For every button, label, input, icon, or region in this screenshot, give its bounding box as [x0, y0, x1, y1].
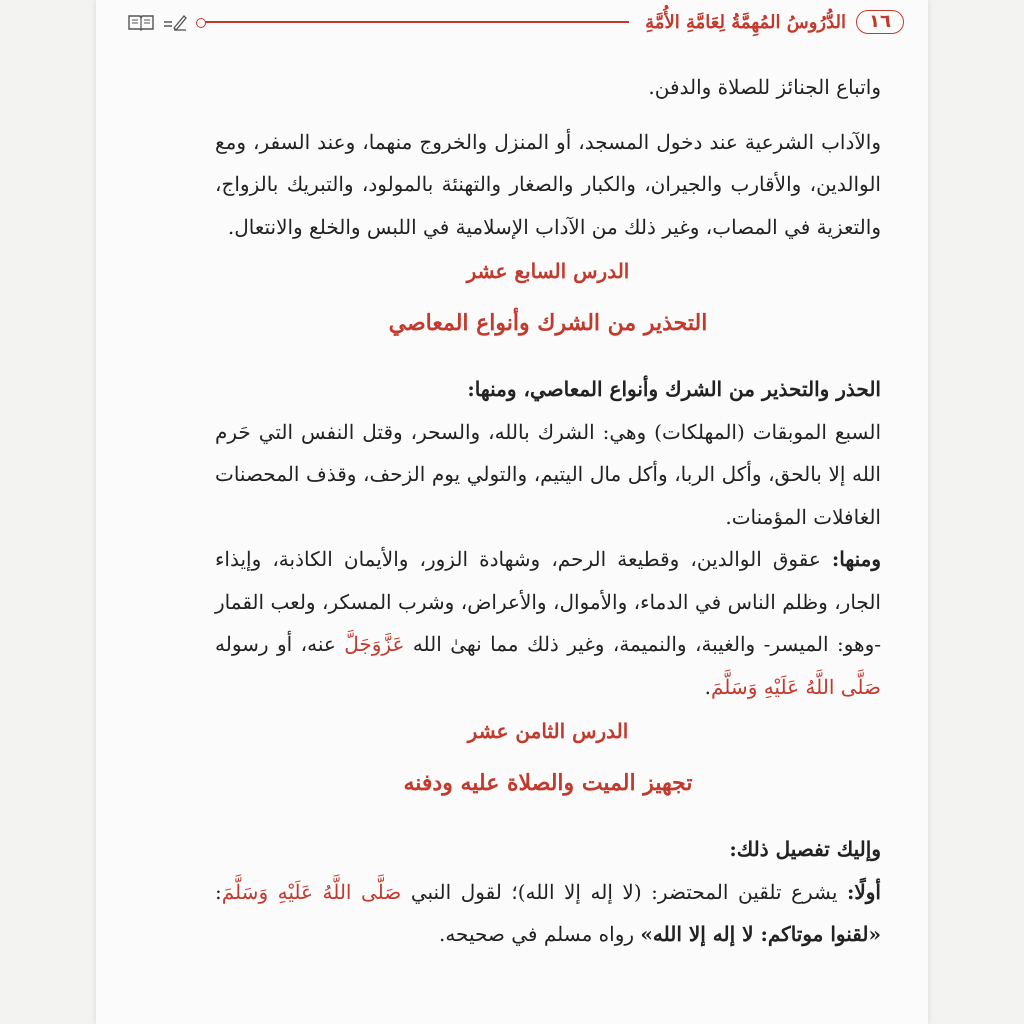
lesson-18-heading: الدرس الثامن عشر: [467, 719, 629, 743]
paragraph-warning-intro: الحذر والتحذير من الشرك وأنواع المعاصي، ومنها:: [467, 377, 881, 401]
paragraph-etiquette: والآداب الشرعية عند دخول المسجد، أو المنزل والخروج منهما، وعند السفر، ومع الوالدين، والأقارب والجيران، والكبار والصغار والتهنئة بالمولود، والتبريك بالزواج، والتعزية في المصاب، وغير ذلك من الآداب الإسلامية في اللبس والخلع والانتعال.: [215, 129, 881, 239]
page-number: ١٦: [856, 10, 904, 34]
hadith-quote: «لقنوا موتاكم: لا إله إلا الله»: [640, 922, 881, 946]
paragraph-other-sins: ومنها: عقوق الوالدين، وقطيعة الرحم، وشهادة الزور، والأيمان الكاذبة، وإيذاء الجار، وظلم الناس في الدماء، والأموال، والأعراض، وشرب المسكر، ولعب القمار -وهو: الميسر- والغيبة، والنميمة، وغير ذلك مما نهىٰ الله عَزَّوَجَلَّ عنه، أو رسوله صَلَّى اللَّهُ عَلَيْهِ وَسَلَّمَ.: [215, 547, 881, 699]
lesson-17-title: التحذير من الشرك وأنواع المعاصي: [388, 310, 708, 336]
lead-word: ومنها:: [831, 547, 881, 571]
honorific-salla: صَلَّى اللَّهُ عَلَيْهِ وَسَلَّمَ: [711, 674, 881, 699]
header-ornament: [128, 13, 188, 31]
open-book-icon: [128, 13, 154, 31]
paragraph-seven-sins: السبع الموبقات (المهلكات) وهي: الشرك بالله، والسحر، وقتل النفس التي حَرم الله إلا بالحق، وأكل الربا، وأكل مال اليتيم، والتولي يوم الزحف، وقذف المحصنات الغافلات المؤمنات.: [215, 419, 881, 529]
running-title: الدُّرُوسُ المُهِمَّةُ لِعَامَّةِ الأُمَّةِ: [645, 11, 847, 33]
page-header: [128, 6, 904, 38]
honorific-azza: عَزَّوَجَلَّ: [344, 632, 405, 656]
header-rule: [202, 21, 629, 23]
pen-icon: [162, 13, 188, 31]
honorific-salla: صَلَّى اللَّهُ عَلَيْهِ وَسَلَّمَ: [221, 879, 402, 904]
lesson-17-heading: الدرس السابع عشر: [466, 259, 630, 283]
paragraph-first-point: أولًا: يشرع تلقين المحتضر: (لا إله إلا الله)؛ لقول النبي صَلَّى اللَّهُ عَلَيْهِ وَسَلَّمَ: «لقنوا موتاكم: لا إله إلا الله» رواه مسلم في صحيحه.: [215, 879, 881, 946]
page-body: [215, 66, 881, 956]
paragraph-funerals: واتباع الجنائز للصلاة والدفن.: [648, 75, 881, 99]
paragraph-details-intro: وإليك تفصيل ذلك:: [729, 837, 881, 861]
lead-word: أولًا:: [846, 879, 881, 904]
lesson-18-title: تجهيز الميت والصلاة عليه ودفنه: [403, 770, 693, 796]
